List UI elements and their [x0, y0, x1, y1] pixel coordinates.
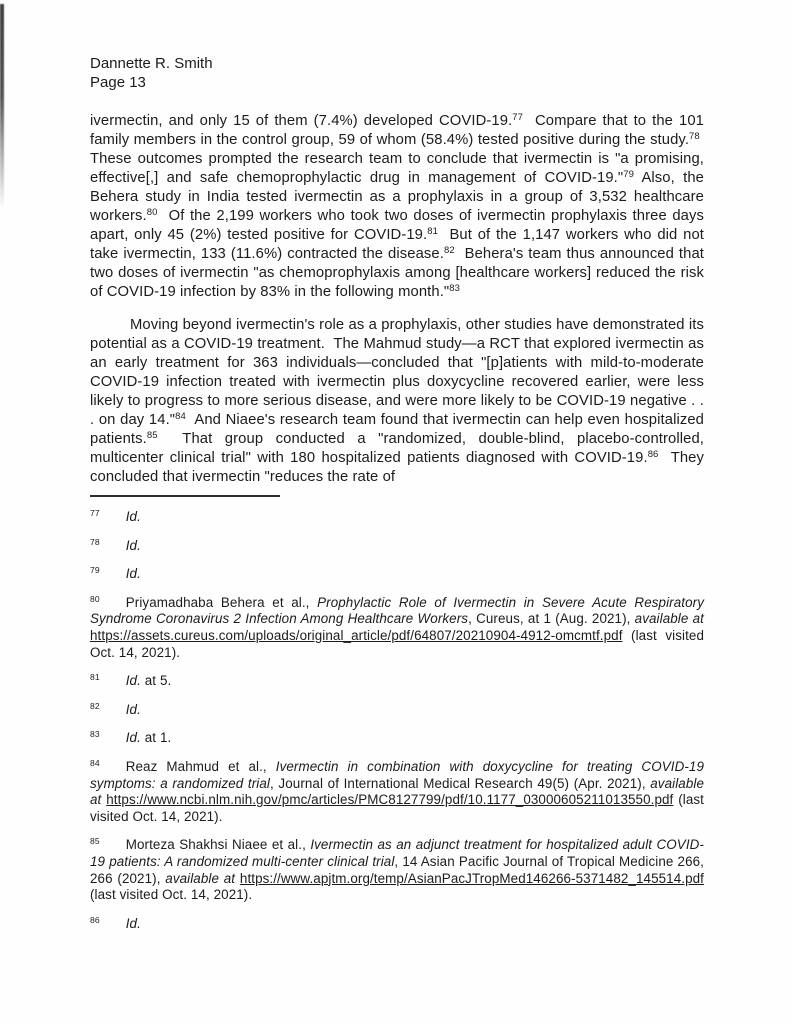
footnote	[90, 730, 704, 747]
footnote-number: 85	[90, 836, 100, 847]
text-segment: , 14 Asian Pacific Journal of Tropical Medicine 266, 266 (2021),	[90, 853, 704, 886]
text-segment: Id.	[125, 566, 141, 582]
text-segment: (last visited Oct. 14, 2021).	[90, 627, 704, 660]
footnote-number: 81	[90, 672, 100, 683]
footnote-marker: 78	[689, 131, 700, 142]
footnote-number: 79	[90, 565, 100, 576]
text-segment: (last visited Oct. 14, 2021).	[90, 792, 704, 824]
text-segment: available at	[165, 870, 236, 886]
footnote	[90, 538, 704, 555]
text-segment: Also, the Behera study in India tested ivermectin as a prophylaxis in a group of 3,532 healthcare workers.	[90, 170, 704, 224]
body-paragraph	[90, 112, 704, 302]
page-number: Page 13	[90, 74, 146, 91]
footnote-marker: 86	[647, 449, 659, 460]
text-segment: Reaz Mahmud et al.,	[125, 758, 276, 774]
footnote	[90, 759, 704, 825]
letter-header	[90, 54, 704, 92]
footnote	[90, 702, 704, 719]
citation-url: https://www.ncbi.nlm.nih.gov/pmc/articles/PMC8127799/pdf/10.1177_03000605211013550.pdf	[106, 792, 674, 808]
text-segment: available at	[90, 775, 705, 808]
text-segment: Id.	[125, 673, 141, 689]
footnote-marker: 83	[449, 283, 461, 294]
footnote-number: 78	[90, 536, 100, 547]
text-segment: Morteza Shakhsi Niaee et al.,	[125, 837, 311, 853]
text-segment: Of the 2,199 workers who took two doses of ivermectin prophylaxis three days apart, only 45 (2%) tested positive for COVID-19.	[90, 208, 704, 243]
text-segment: Prophylactic Role of Ivermectin in Severe Acute Respiratory Syndrome Coronavirus 2 Infection Among Healthcare Workers	[90, 594, 704, 627]
text-segment: Id.	[125, 730, 141, 746]
scan-artifact-line	[0, 4, 4, 209]
text-segment: Id.	[125, 509, 141, 524]
text-segment: Id.	[125, 915, 141, 931]
footnote-number: 83	[90, 729, 100, 740]
footnote-number: 86	[90, 914, 100, 925]
footnote	[90, 837, 704, 903]
text-segment: These outcomes prompted the research team to conclude that ivermectin is "a promising, effective[,] and safe chemoprophylactic drug in management of COVID-19."	[90, 132, 704, 186]
body-text	[90, 112, 704, 487]
footnote-number: 80	[90, 593, 100, 604]
footnote-marker: 79	[623, 169, 634, 180]
footnote	[90, 595, 704, 661]
text-segment: Moving beyond ivermectin's role as a prophylaxis, other studies have demonstrated its potential as a COVID-19 treatment. The Mahmud study—a RCT that explored ivermectin as an early treatment for 363 individuals—concluded that "[p]atients with mild-to-moderate COVID-19 infection treated with ivermectin plus doxycycline recovered earlier, were less likely to progress to more serious disease, and were more likely to be COVID-19 negative . . . on day 14."	[90, 317, 704, 428]
text-segment: Compare that to the 101 family members in the control group, 59 of whom (58.4%) tested positive during the study.	[90, 113, 704, 148]
footnote	[90, 509, 704, 526]
text-segment: Id.	[125, 701, 141, 717]
citation-url: https://www.apjtm.org/temp/AsianPacJTropMed146266-5371482_145514.pdf	[239, 870, 704, 886]
footnote	[90, 916, 704, 933]
footnote	[90, 673, 704, 690]
text-segment: (last visited Oct. 14, 2021).	[90, 887, 253, 903]
text-segment: available at	[634, 611, 704, 627]
page-content	[90, 54, 704, 944]
text-segment: , Cureus, at 1 (Aug. 2021),	[468, 611, 635, 627]
footnote-marker: 77	[512, 112, 523, 123]
footnote-marker: 82	[443, 245, 455, 256]
footnote-marker: 81	[427, 226, 438, 237]
text-segment: Ivermectin in combination with doxycycline for treating COVID-19 symptoms: a randomized trial	[90, 758, 704, 791]
footnote-number: 77	[90, 508, 100, 518]
body-paragraph	[90, 316, 704, 487]
text-segment: And Niaee's research team found that ivermectin can help even hospitalized patients.	[90, 412, 704, 447]
footnote-separator	[90, 495, 280, 497]
text-segment: That group conducted a "randomized, double-blind, placebo-controlled, multicenter clinical trial" with 180 hospitalized patients diagnosed with COVID-19.	[90, 431, 704, 466]
text-segment: Behera's team thus announced that two doses of ivermectin "as chemoprophylaxis among [healthcare workers] reduced the risk of COVID-19 infection by 83% in the following month."	[90, 246, 704, 300]
citation-url: https://assets.cureus.com/uploads/original_article/pdf/64807/20210904-4912-omcmtf.pdf	[90, 627, 623, 643]
footnote-marker: 80	[146, 207, 158, 218]
text-segment: Ivermectin as an adjunct treatment for hospitalized adult COVID-19 patients: A randomized multi-center clinical trial	[90, 837, 704, 869]
text-segment: Id.	[125, 537, 141, 553]
text-segment: Priyamadhaba Behera et al.,	[125, 594, 318, 610]
footnote-number: 82	[90, 700, 100, 711]
footnotes-section	[90, 509, 704, 932]
footnote-marker: 85	[146, 430, 158, 441]
text-segment: , Journal of International Medical Research 49(5) (Apr. 2021),	[270, 775, 651, 791]
recipient-name: Dannette R. Smith	[90, 55, 213, 72]
text-segment: at 1.	[140, 730, 172, 746]
text-segment: at 5.	[140, 673, 172, 689]
text-segment: ivermectin, and only 15 of them (7.4%) developed COVID-19.	[90, 113, 513, 129]
text-segment: But of the 1,147 workers who did not take ivermectin, 133 (11.6%) contracted the disease.	[90, 227, 704, 262]
text-segment: They concluded that ivermectin "reduces the rate of	[90, 450, 705, 485]
footnote	[90, 566, 704, 583]
footnote-number: 84	[90, 757, 100, 768]
footnote-marker: 84	[175, 411, 186, 422]
